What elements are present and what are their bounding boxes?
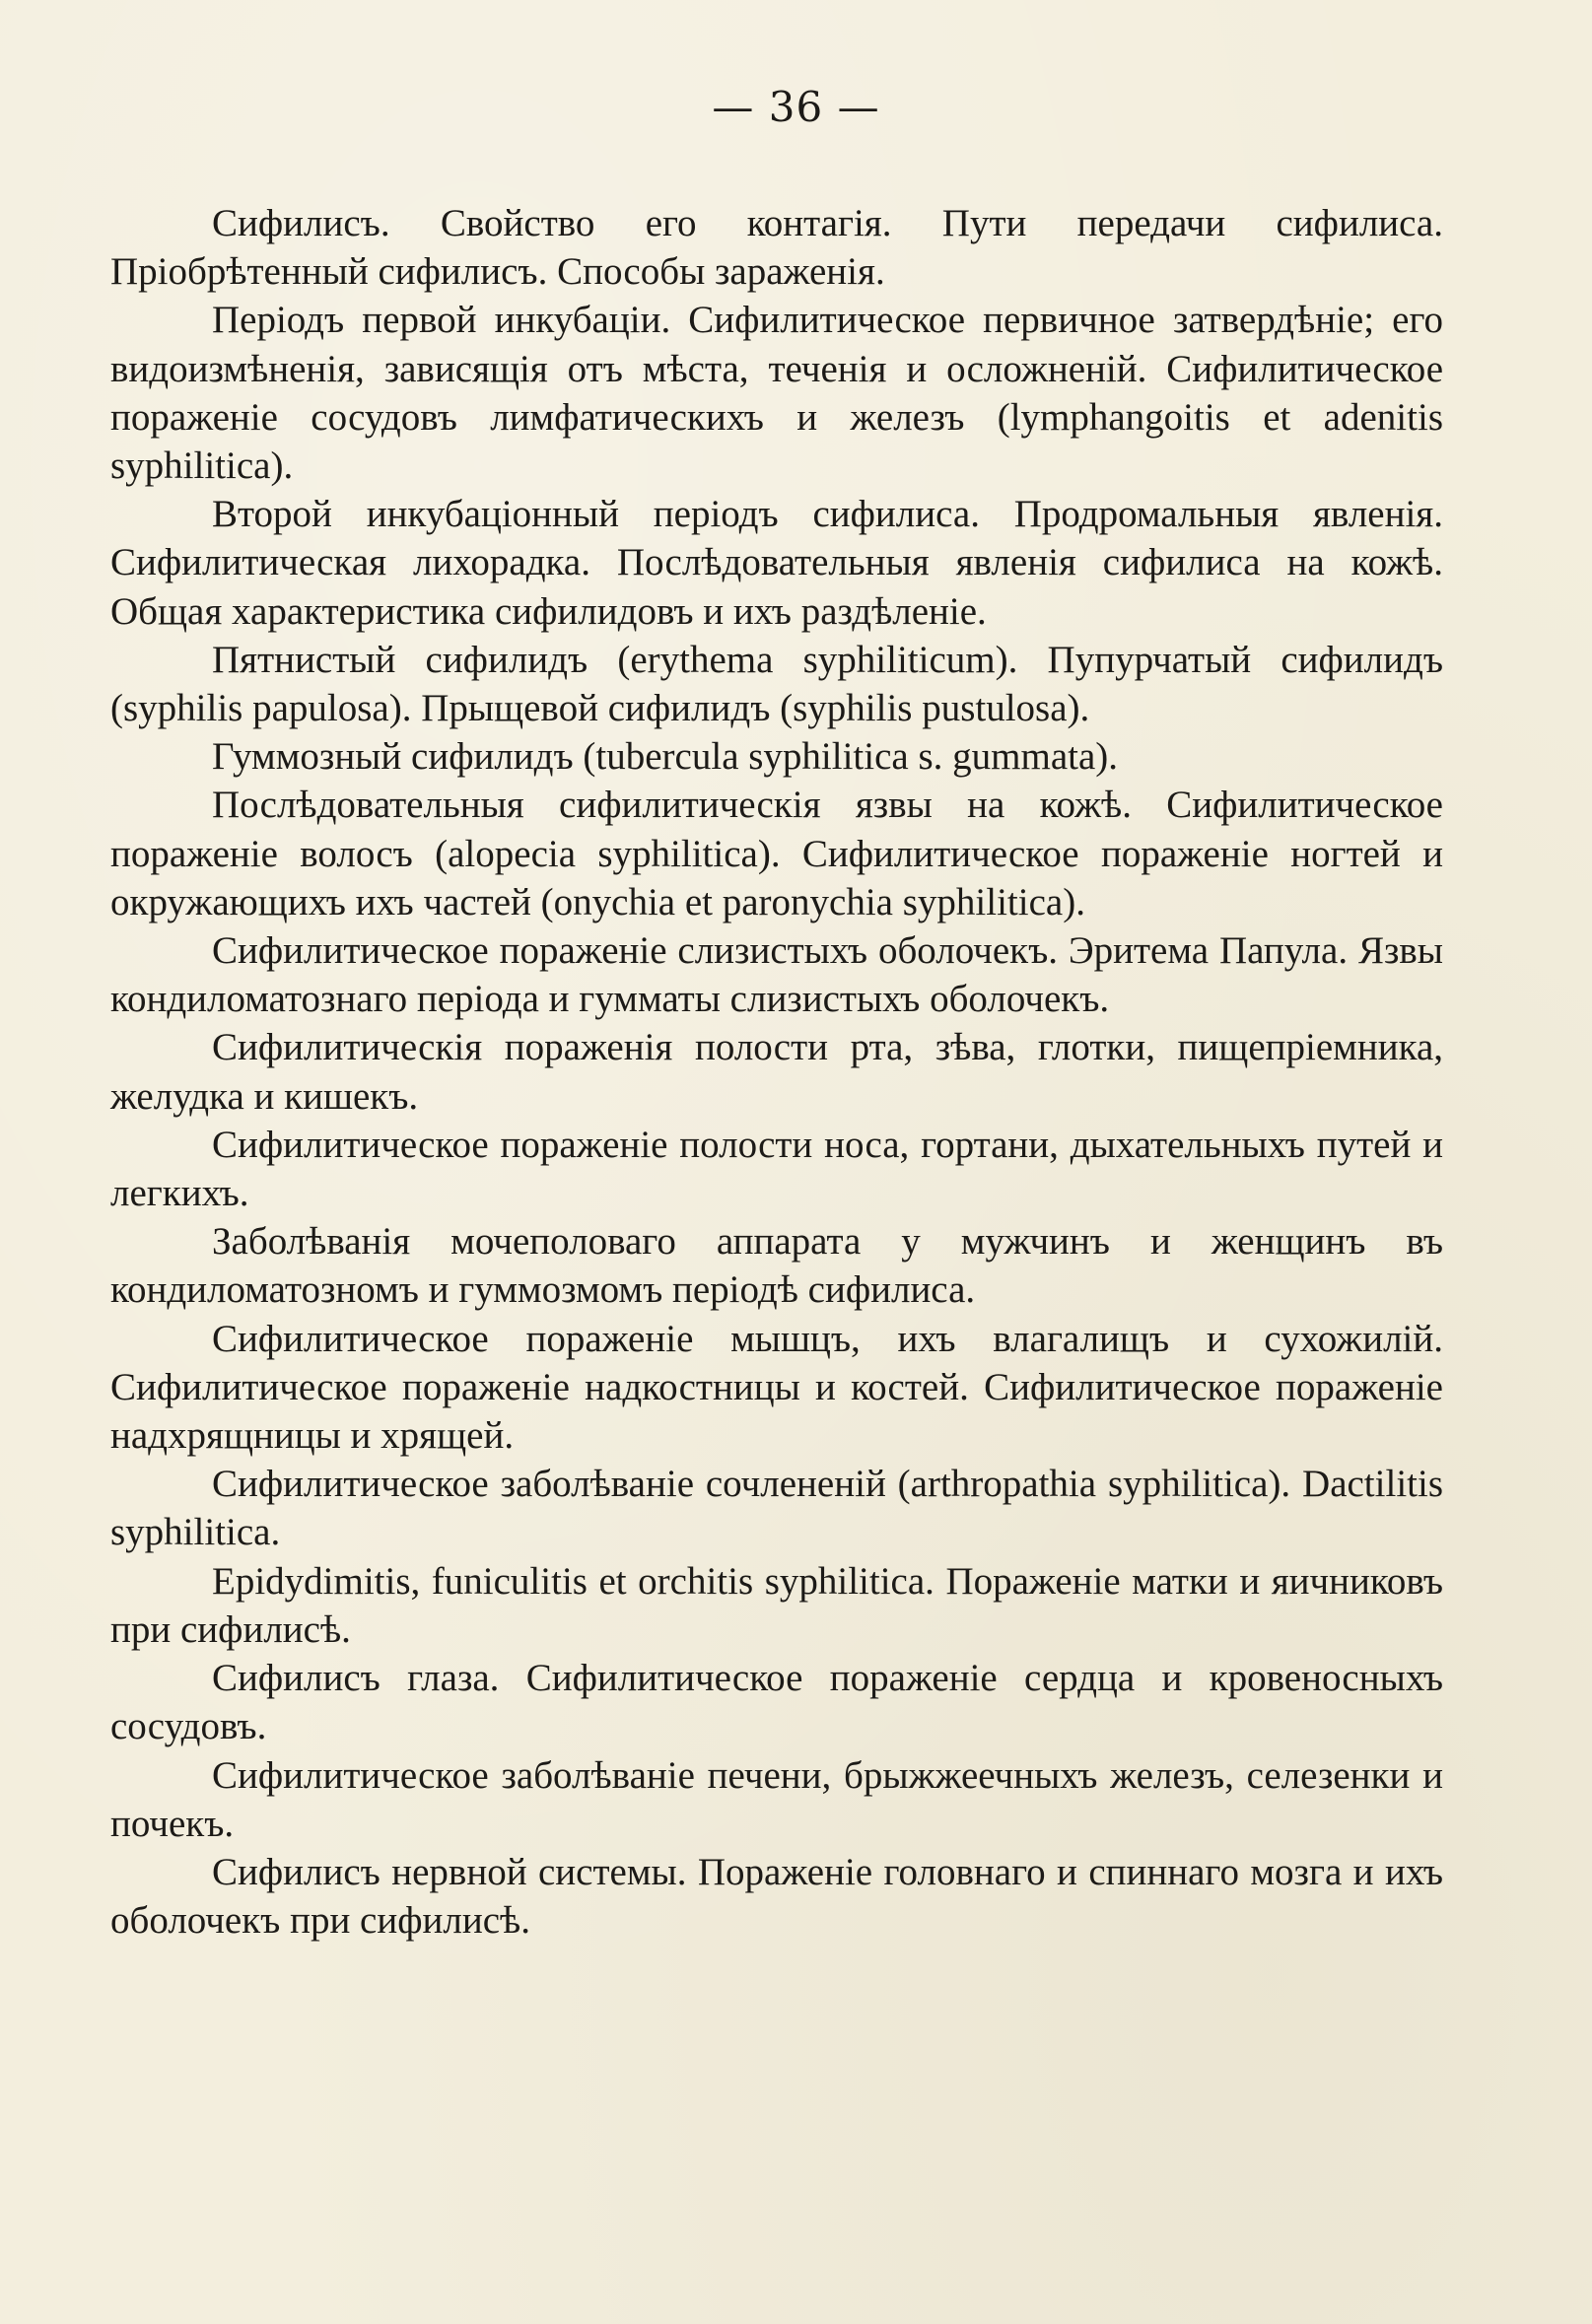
paragraph: Второй инкубаціонный періодъ сифилиса. Продромальныя явленія. Сифилитическая лихорадка. Послѣдовательныя явленія сифилиса на кожѣ. Общая характеристика сифилидовъ и ихъ раздѣленіе. xyxy=(110,493,1443,633)
paragraph: Гуммозный сифилидъ (tubercula syphilitica s. gummata). xyxy=(212,735,1119,779)
paragraph: Сифилитическое пораженіе полости носа, гортани, дыхательныхъ путей и легкихъ. xyxy=(110,1123,1443,1215)
paragraph: Пятнистый сифилидъ (erythema syphiliticum). Пупурчатый сифилидъ (syphilis papulosa). Прыщевой сифилидъ (syphilis pustulosa). xyxy=(110,638,1443,730)
paragraph: Сифилитическое заболѣваніе сочлененій (arthropathia syphilitica). Dactilitis syphilitica. xyxy=(110,1463,1443,1554)
page-number: — 36 — xyxy=(712,83,880,131)
paragraph: Періодъ первой инкубаціи. Сифилитическое первичное затвердѣніе; его видоизмѣненія, зависящія отъ мѣста, теченія и осложненій. Сифилитическое пораженіе сосудовъ лимфатическихъ и железъ (lymphangoitis et adenitis syphilitica). xyxy=(110,299,1443,488)
paragraph: Сифилитическія пораженія полости рта, зѣва, глотки, пищепріемника, желудка и кишекъ. xyxy=(110,1026,1443,1118)
paragraph: Сифилисъ. Свойство его контагія. Пути передачи сифилиса. Пріобрѣтенный сифилисъ. Способы зараженія. xyxy=(110,202,1443,294)
body-text xyxy=(110,199,1443,1945)
paragraph: Сифилитическое пораженіе мышцъ, ихъ влагалищъ и сухожилій. Сифилитическое пораженіе надкостницы и костей. Сифилитическое пораженіе надхрящницы и хрящей. xyxy=(110,1317,1443,1458)
paragraph: Сифилисъ глаза. Сифилитическое пораженіе сердца и кровеносныхъ сосудовъ. xyxy=(110,1657,1443,1748)
paragraph: Сифилитическое заболѣваніе печени, брыжжеечныхъ железъ, селезенки и почекъ. xyxy=(110,1753,1443,1845)
paragraph: Заболѣванія мочеполоваго аппарата у мужчинъ и женщинъ въ кондиломатозномъ и гуммозмомъ періодѣ сифилиса. xyxy=(110,1220,1443,1312)
paragraph: Послѣдовательныя сифилитическія язвы на кожѣ. Сифилитическое пораженіе волосъ (alopecia syphilitica). Сифилитическое пораженіе ногтей и окружающихъ ихъ частей (onychia et paronychia syphilitica). xyxy=(110,784,1443,923)
paragraph: Epidydimitis, funiculitis et orchitis syphilitica. Пораженіе матки и яичниковъ при сифилисѣ. xyxy=(110,1559,1443,1651)
paragraph: Сифилитическое пораженіе слизистыхъ оболочекъ. Эритема Папула. Язвы кондиломатознаго періода и гумматы слизистыхъ оболочекъ. xyxy=(110,929,1443,1021)
paragraph: Сифилисъ нервной системы. Пораженіе головнаго и спиннаго мозга и ихъ оболочекъ при сифилисѣ. xyxy=(110,1850,1443,1943)
